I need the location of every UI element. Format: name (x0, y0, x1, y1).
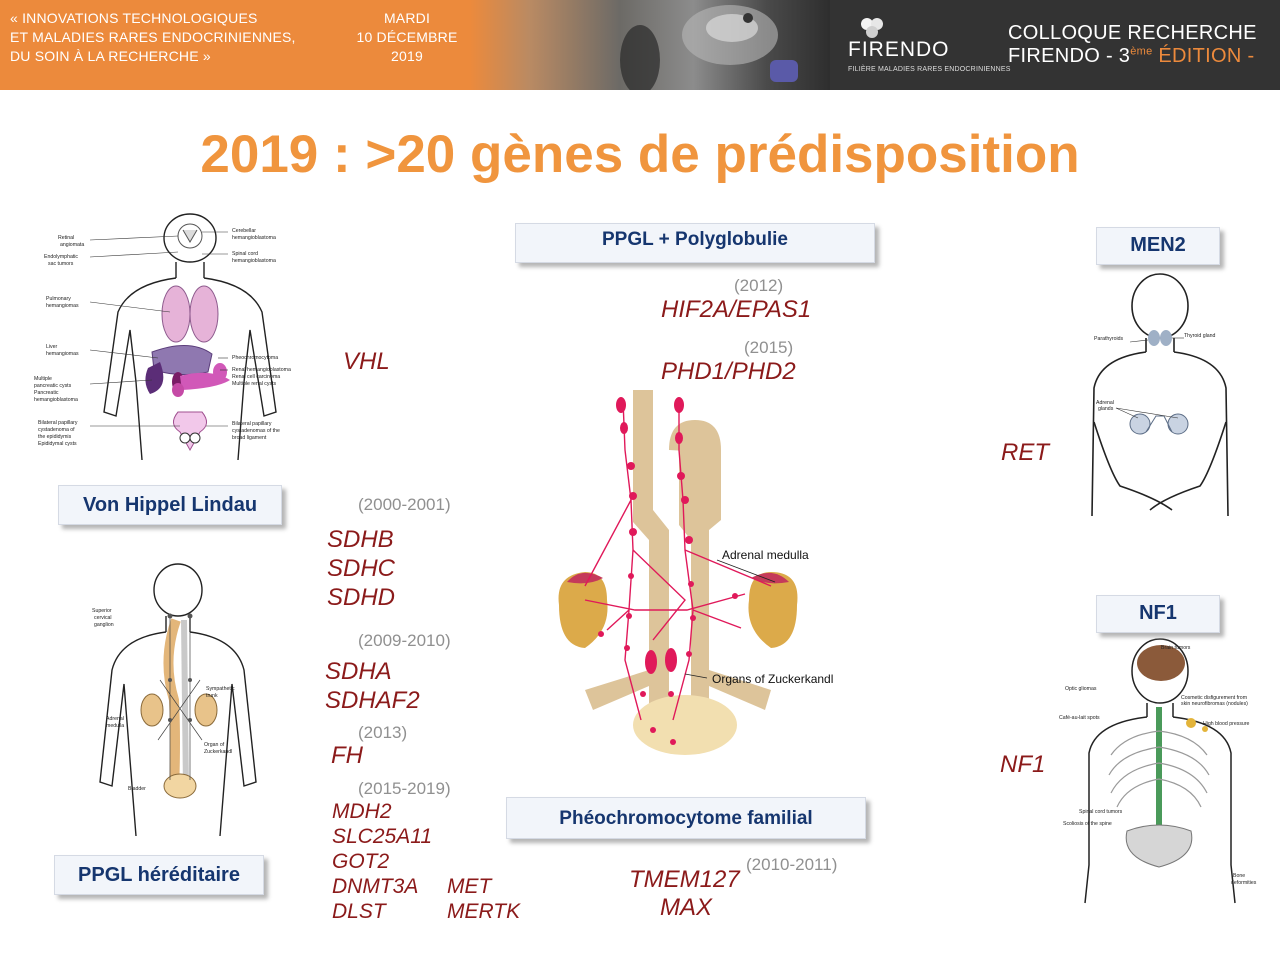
gene-met: MET (447, 875, 492, 898)
vhl-label: sac tumors (48, 261, 74, 267)
vhl-label: Multiple renal cysts (232, 381, 277, 387)
year-label: (2012) (734, 276, 784, 295)
vhl-label: Epididymal cysts (38, 441, 77, 447)
vhl-label: hemangiomas (46, 351, 79, 357)
vhl-label: broad ligament (232, 435, 267, 441)
vhl-label: Retinal (58, 235, 75, 241)
men2-label: Thyroid gland (1184, 333, 1216, 339)
vhl-label: Spinal cord (232, 251, 258, 257)
ppgl-label: Zuckerkandl (204, 749, 233, 755)
nf1-body-diagram (1055, 635, 1270, 905)
colloquium-subtitle (10, 9, 340, 66)
ppgl-label: Sympathetic (206, 686, 235, 692)
nf1-label: Café-au-lait spots (1059, 715, 1100, 721)
gene-sdha: SDHA (325, 658, 392, 685)
gene-mdh2: MDH2 (332, 800, 392, 823)
ppgl-label: Bladder (128, 786, 146, 792)
men2-label: glands (1098, 406, 1114, 412)
banner-gradient (470, 0, 620, 90)
vhl-label: Endolymphatic (44, 254, 79, 260)
vhl-label: Pheochromocytoma (232, 355, 279, 361)
vhl-label: angiomata (60, 242, 85, 248)
ppgl-label: cervical (94, 615, 112, 621)
vhl-label: Cerebellar (232, 228, 256, 234)
year-label: (2015-2019) (358, 779, 451, 798)
vhl-label: hemangioblastoma (232, 235, 276, 241)
date-line: 10 DÉCEMBRE (356, 29, 458, 45)
year-label: (2010-2011) (746, 855, 838, 874)
gene-phd: PHD1/PHD2 (661, 358, 796, 385)
ppgl-label: trunk (206, 693, 218, 699)
vhl-label: Pancreatic (34, 390, 59, 396)
nf1-label: Optic gliomas (1065, 686, 1097, 692)
colloque-title-line2 (1008, 45, 1254, 68)
vhl-label: Liver (46, 344, 58, 350)
vhl-label: cystadenomas of the (232, 428, 280, 434)
nf1-label: deformities (1231, 880, 1257, 886)
ppgl-label: Superior (92, 608, 112, 614)
gene-slc25a11: SLC25A11 (332, 825, 433, 848)
nf1-label: High blood pressure (1203, 721, 1250, 727)
year-label: (2000-2001) (358, 495, 451, 514)
subtitle-line: ET MALADIES RARES ENDOCRINIENNES, (10, 29, 296, 45)
men2-box: MEN2 (1096, 227, 1220, 265)
gene-vhl: VHL (343, 348, 390, 375)
vhl-label: cystadenoma of (38, 427, 75, 433)
vhl-label: hemangioblastoma (232, 258, 276, 264)
ppgl-label: medulla (106, 723, 125, 729)
ppgl-label: ganglion (94, 622, 114, 628)
lab-photo-image (620, 0, 830, 90)
banner-photo (620, 0, 830, 90)
year-label: (2015) (744, 338, 794, 357)
nf1-label: Spinal cord tumors (1079, 809, 1123, 815)
gene-max: MAX (660, 894, 713, 921)
nf1-label: Scoliosis of the spine (1063, 821, 1112, 827)
gene-mertk: MERTK (447, 900, 521, 923)
subtitle-line: DU SOIN À LA RECHERCHE » (10, 48, 211, 64)
vhl-label: Multiple (34, 376, 52, 382)
gene-dnmt3a: DNMT3A (332, 875, 419, 898)
colloquium-date (352, 9, 462, 66)
nf1-label: Brain tumors (1161, 645, 1191, 651)
colloque-edition-sup: ème (1130, 45, 1153, 58)
adrenal-medulla-diagram (545, 390, 865, 760)
colloque-title-line1: COLLOQUE RECHERCHE (1008, 22, 1257, 44)
ppgl-polyglobulie-box: PPGL + Polyglobulie (515, 223, 875, 263)
year-label: (2013) (358, 723, 408, 742)
men2-label: Adrenal (1096, 400, 1114, 406)
ppgl-body-diagram (90, 560, 270, 840)
men2-label: Parathyroids (1094, 336, 1124, 342)
ppgl-label: Organ of (204, 742, 225, 748)
vhl-label: hemangiomas (46, 303, 79, 309)
vhl-label: the epididymis (38, 434, 72, 440)
gene-sdhd: SDHD (327, 584, 396, 611)
nf1-box: NF1 (1096, 595, 1220, 633)
vhl-label: hemangioblastoma (34, 397, 78, 403)
pheochromocytome-familial-box: Phéochromocytome familial (506, 797, 866, 839)
gene-dlst: DLST (332, 900, 386, 923)
gene-hif2a: HIF2A/EPAS1 (661, 296, 812, 323)
adrenal-medulla-label: Adrenal medulla (722, 548, 809, 562)
vhl-label: Renal cell carcinoma (232, 374, 281, 380)
vhl-body-diagram (30, 212, 320, 462)
subtitle-line: « INNOVATIONS TECHNOLOGIQUES (10, 10, 258, 26)
vhl-label: Pulmonary (46, 296, 71, 302)
date-line: MARDI (383, 10, 431, 26)
date-line: 2019 (391, 48, 423, 64)
firendo-logo-text: FIRENDO (848, 38, 950, 61)
nf1-label: Cosmetic disfigurement from (1181, 695, 1248, 701)
gene-sdhaf2: SDHAF2 (325, 687, 420, 714)
slide-title: 2019 : >20 gènes de prédisposition (200, 125, 1080, 184)
vhl-label-box: Von Hippel Lindau (58, 485, 282, 525)
vhl-label: pancreatic cysts (34, 383, 72, 389)
gene-fh: FH (331, 742, 363, 769)
vhl-label: Renal hemangioblastoma (232, 367, 291, 373)
gene-sdhb: SDHB (327, 526, 394, 553)
vhl-label: Bilateral papillary (38, 420, 78, 426)
vhl-label: Bilateral papillary (232, 421, 272, 427)
nf1-label: Bone (1233, 873, 1246, 879)
gene-ret: RET (1001, 439, 1049, 466)
firendo-logo-tagline: FILIÈRE MALADIES RARES ENDOCRINIENNES (848, 66, 1011, 73)
gene-nf1: NF1 (1000, 751, 1046, 778)
gene-got2: GOT2 (332, 850, 390, 873)
zuckerkandl-label: Organs of Zuckerkandl (712, 672, 834, 686)
gene-sdhc: SDHC (327, 555, 396, 582)
ppgl-hereditaire-box: PPGL héréditaire (54, 855, 264, 895)
colloque-edition-b: ÉDITION - (1152, 45, 1255, 67)
colloque-edition-a: FIRENDO - 3 (1008, 45, 1131, 67)
year-label: (2009-2010) (358, 631, 451, 650)
ppgl-label: Adrenal (106, 716, 124, 722)
men2-body-diagram (1060, 272, 1260, 522)
gene-tmem127: TMEM127 (629, 866, 740, 893)
nf1-label: skin neurofibromas (nodules) (1181, 701, 1248, 707)
